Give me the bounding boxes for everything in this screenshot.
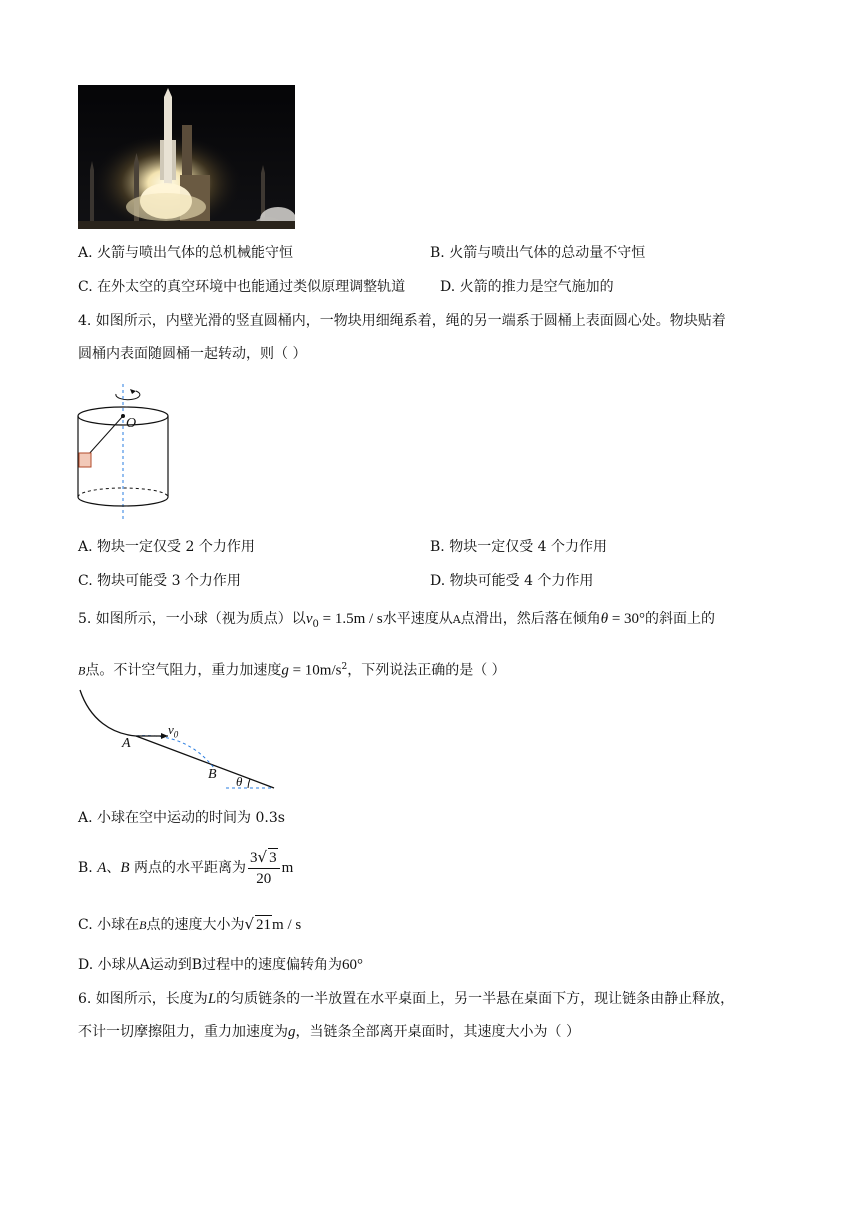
v0-subscript: 0 [312,618,319,630]
g-value: = 10m/s [288,662,342,679]
q3-option-d: D. 火箭的推力是空气施加的 [440,279,614,295]
q5-stem-line1 [78,609,715,635]
theta-value: = 30° [608,611,646,627]
q5-option-a: A. 小球在空中运动的时间为 0.3s [78,810,285,826]
q6-stem-line1: 6. 如图所示，长度为L的匀质链条的一半放置在水平桌面上，另一半悬在桌面下方，现让链条由静止释放， [78,991,735,1007]
q4-stem-line2: 圆桶内表面随圆桶一起转动，则（ ） [78,346,307,362]
cylinder-diagram [76,382,186,522]
point-a-inline: A [452,613,461,626]
q5-option-b: B. A、B 两点的水平距离为 $\frac{3√ 3}{20}$ m [78,848,294,887]
q3-option-c: C. 在外太空的真空环境中也能通过类似原理调整轨道 [78,279,406,295]
q5-stem-line2 [78,657,506,681]
point-o-label: O [126,416,137,431]
q3-option-b: B. 火箭与喷出气体的总动量不守恒 [430,245,646,261]
g-superscript: 2 [341,662,348,672]
g-symbol-q6: g [288,1024,296,1040]
horizontal-distance-fraction: $\frac{3√ 3}{20}$ [248,847,280,889]
q4-option-c: C. 物块可能受 3 个力作用 [78,573,241,589]
fig-theta-label: θ [236,774,243,789]
fig-v0-label: $v_0$ [168,722,179,740]
q5-option-d: D. 小球从A运动到B过程中的速度偏转角为60° [78,957,364,973]
q5-text-1a: 5. 如图所示，一小球（视为质点）以 [78,611,306,627]
g-symbol: g [281,662,289,679]
v0-symbol: v [305,611,313,627]
q5-text-1c: 点滑出，然后落在倾角 [460,611,601,627]
q4-stem-line1: 4. 如图所示，内壁光滑的竖直圆桶内，一物块用细绳系着，绳的另一端系于圆桶上表面圆心处。物块贴着 [78,313,726,329]
q4-option-b: B. 物块一定仅受 4 个力作用 [430,539,607,555]
q4-option-d: D. 物块可能受 4 个力作用 [430,573,594,589]
q5-option-c: C. 小球在B点的速度大小为√ 21m / s [78,915,302,933]
q5-text-2a: 点。不计空气阻力，重力加速度 [85,662,282,679]
fig-point-a-label: A [122,736,131,751]
q3-option-a: A. 火箭与喷出气体的总机械能守恒 [78,245,294,261]
point-b-inline: B [78,663,86,678]
fig-point-b-label: B [208,767,217,782]
v0-value: = 1.5m / s [318,611,383,627]
rocket-launch-photo [78,85,295,229]
q5-text-2b: ，下列说法正确的是（ ） [347,662,506,679]
q5-text-1d: 的斜面上的 [645,611,716,627]
length-symbol: L [207,991,217,1007]
q5-text-1b: 水平速度从 [382,611,453,627]
projectile-incline-diagram [76,688,281,794]
theta-symbol: θ [600,611,609,627]
q4-option-a: A. 物块一定仅受 2 个力作用 [78,539,255,555]
q6-stem-line2: 不计一切摩擦阻力，重力加速度为g，当链条全部离开桌面时，其速度大小为（ ） [78,1024,580,1040]
